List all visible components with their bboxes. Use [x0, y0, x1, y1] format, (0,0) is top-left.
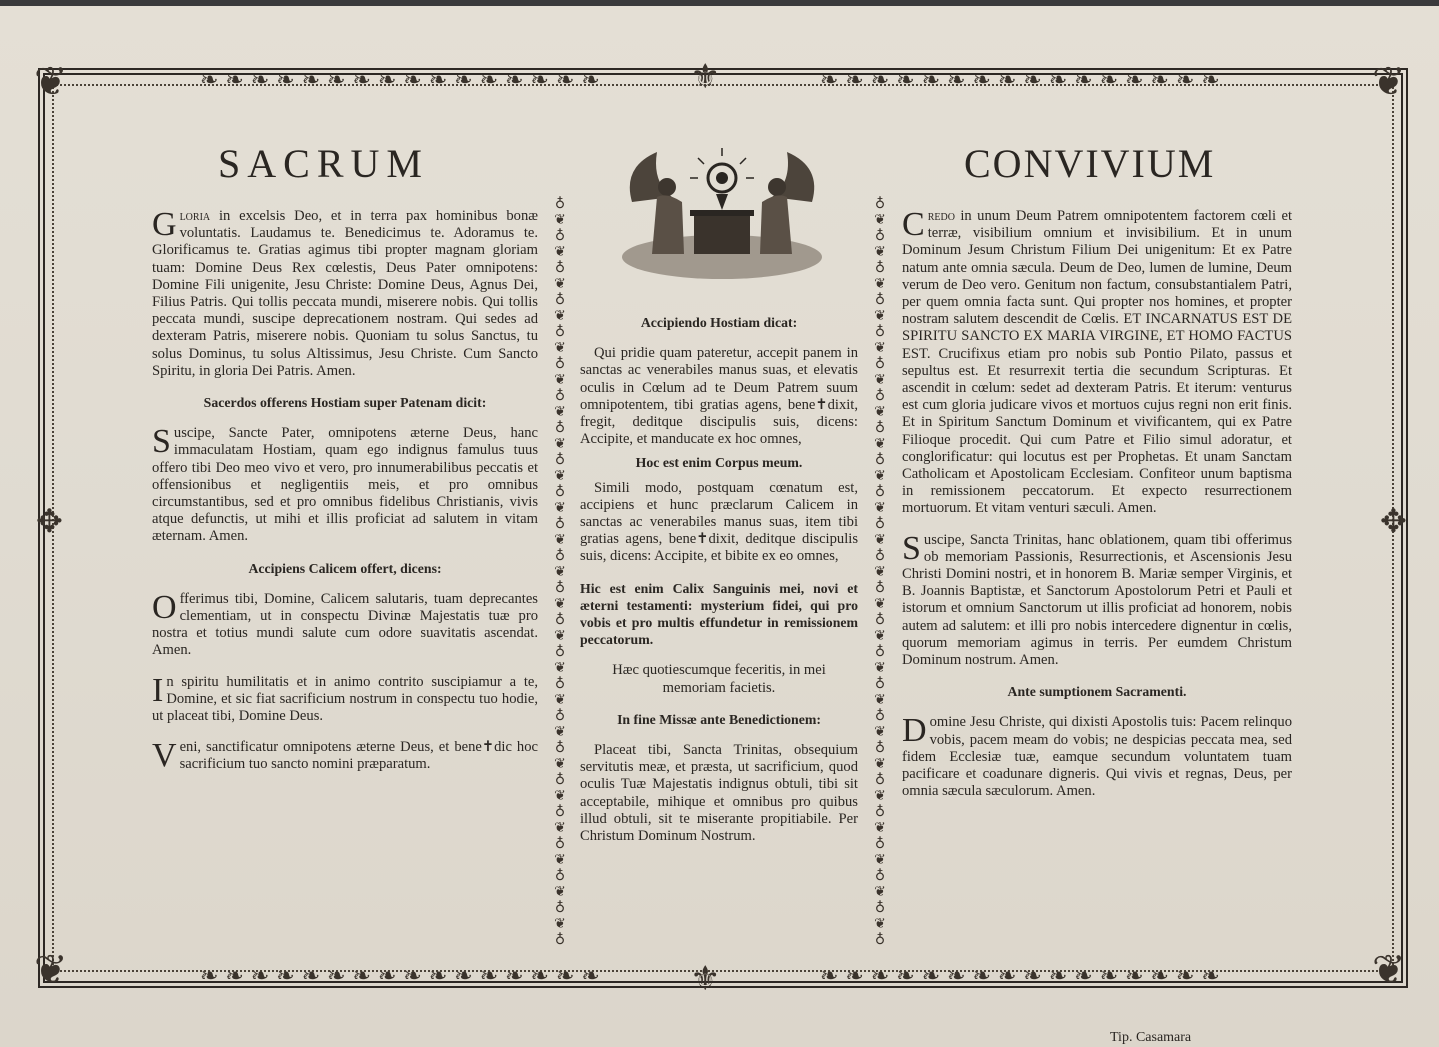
spiritu-text: n spiritu humilitatis et in animo contrito suscipiamur a te, Domine, et sic fiat sacrificium nostrum in conspectu tuo hodie, ut placeat tibi, Domine Deus. — [152, 673, 538, 725]
gloria-paragraph — [152, 208, 538, 380]
corner-ornament-top-right: ❦ — [1372, 59, 1406, 105]
suscipe-trinitas-text: uscipe, Sancta Trinitas, hanc oblationem, quam tibi offerimus ob memoriam Passionis, Resurrectionis, et Ascensionis Jesu Christi Domini nostri, et in honorem B. Mariæ semper Virginis, et B. Joannis Baptistæ, et Sanctorum Apostolorum Petri et Pauli et istorum et omnium Sanctorum ut illis proficiat ad honorem, nobis autem ad salutem: et illi pro nobis intercedere dignentur in cœlis, quorum memoriam agimus in terris. Per eumdem Christum Dominum nostrum. Amen. — [902, 531, 1292, 669]
drop-cap: V — [152, 737, 177, 775]
veni-paragraph — [152, 739, 538, 773]
column-divider-right: ♁ ❦ ♁ ❦ ♁ ❦ ♁ ❦ ♁ ❦ ♁ ❦ ♁ ❦ ♁ ❦ ♁ ❦ ♁ ❦ ♁ ❦ ♁ ❦ ♁ ❦ ♁ ❦ ♁ ❦ ♁ ❦ ♁ ❦ ♁ ❦ ♁ ❦ ♁ ❦ ♁ ❦ ♁ ❦ ♁ ❦ ♁ — [874, 196, 886, 948]
title-sacrum: SACRUM — [218, 141, 429, 186]
corner-ornament-top-left: ❦ — [34, 59, 68, 105]
credo-paragraph — [902, 208, 1292, 518]
heading-calicem: Accipiens Calicem offert, dicens: — [248, 560, 442, 576]
drop-cap: C — [902, 206, 925, 243]
column-divider-left: ♁ ❦ ♁ ❦ ♁ ❦ ♁ ❦ ♁ ❦ ♁ ❦ ♁ ❦ ♁ ❦ ♁ ❦ ♁ ❦ ♁ ❦ ♁ ❦ ♁ ❦ ♁ ❦ ♁ ❦ ♁ ❦ ♁ ❦ ♁ ❦ ♁ ❦ ♁ ❦ ♁ ❦ ♁ ❦ ♁ ❦ ♁ — [554, 196, 566, 948]
drop-cap: S — [152, 423, 171, 461]
veni-text: eni, sanctificatur omnipotens æterne Deus, et bene✝dic hoc sacrificium tuo sancto nomini præparatum. — [179, 739, 538, 773]
domine-text: omine Jesu Christe, qui dixisti Apostolis tuis: Pacem relinquo vobis, pacem meam do vobis; ne despicias peccata mea, sed fidem Ecclesiæ tuæ, eamque secundum voluntatem tuam pacificare et coadunare digneris. Qui vivis et regnas, Deus, per omnia sæcula sæculorum. Amen. — [902, 714, 1292, 800]
angels-chalice-vignette — [612, 142, 832, 282]
placeat-paragraph: Placeat tibi, Sancta Trinitas, obsequium servitutis meæ, et præsta, ut sacrificium, quod oculis Tuæ Majestatis indignus obtuli, tibi sit acceptabile, mihique et omnibus pro quibus illud obtuli, sit te miserante propitiabile. Per Christum Dominum Nostrum. — [580, 742, 858, 845]
left-column — [152, 208, 538, 788]
credo-text: in unum Deum Patrem omnipotentem factorem cœli et terræ, visibilium omnium et invisibilium. Et in unum Dominum Jesum Christum Filium Dei unigenitum: Et ex Patre natum ante omnia sæcula. Deum de Deo, lumen de lumine, Deum verum de Deo vero. Genitum non factum, consubstantialem Patri, per quem omnia facta sunt. Qui propter nos homines, et propter nostram salutem descendit de Cœlis. ET INCARNATUS EST DE SPIRITU SANCTO EX MARIA VIRGINE, ET HOMO FACTUS EST. Crucifixus etiam pro nobis sub Pontio Pilato, passus et sepultus est. Et resurrexit tertia die secundum Scripturas. Et ascendit in cœlum: sedet ad dexteram Patris. Et iterum: venturus est cum gloria judicare vivos et mortuos cujus regni non erit finis. Et in Spiritum Sanctum Dominum et vivificantem, qui ex Patre Filioque procedit. Qui cum Patre et Filio simul adoratur, et conglorificatur: qui locutus est per Prophetas. Et unam Sanctam Catholicam et Apostolicam Ecclesiam. Confiteor unum baptisma in remissionem peccatorum. Et expecto resurrectionem mortuorum. Et vitam venturi sæculi. Amen. — [902, 208, 1292, 517]
qui-pridie-paragraph: Qui pridie quam pateretur, accepit panem in sanctas ac venerabiles manus suas, et elevatis oculis in Cœlum ad te Deum Patrem suum omnipotentem, tibi gratias agens, bene✝dixit, fregit, deditque discipulis suis, dicens: Accipite, et manducate ex hoc omnes, — [580, 345, 858, 448]
scroll-ornament-bottom-right: ❧ ❧ ❧ ❧ ❧ ❧ ❧ ❧ ❧ ❧ ❧ ❧ ❧ ❧ ❧ ❧ — [820, 964, 1220, 989]
spiritu-paragraph — [152, 671, 538, 726]
hoc-est-corpus: Hoc est enim Corpus meum. — [635, 455, 803, 471]
simili-paragraph: Simili modo, postquam cœnatum est, accipiens et hunc præclarum Calicem in sanctas ac venerabiles manus suas, item tibi gratias agens, bene✝dixit, deditque discipulis suis, dicens: Accipite, et bibite ex eo omnes, — [580, 479, 858, 565]
drop-cap: I — [152, 671, 164, 709]
corner-ornament-bottom-right: ❦ — [1372, 947, 1406, 993]
suscipe-text: uscipe, Sancte Pater, omnipotens æterne Deus, hanc immaculatam Hostiam, quam ego indignus famulus tuus offero tibi Deo meo vivo et vero, pro innumerabilibus peccatis et offensionibus et negligentiis meis, et pro omnibus circumstantibus, sed et pro omnibus fidelibus Christianis, vivis atque defunctis, ut mihi et illis proficiat ad salutem in vitam æternam. Amen. — [152, 425, 538, 545]
domine-paragraph — [902, 714, 1292, 800]
suscipe-paragraph — [152, 425, 538, 545]
gloria-opening: loria — [179, 208, 211, 224]
offerimus-text: fferimus tibi, Domine, Calicem salutaris, tuam deprecantes clementiam, ut in conspectu Divinæ Majestatis tuæ pro nostra et totius mundi salute cum odore suavitatis ascendat. Amen. — [152, 590, 538, 659]
top-center-ornament: ⚜ — [690, 57, 721, 97]
bottom-center-ornament: ⚜ — [690, 959, 721, 999]
suscipe-trinitas-paragraph — [902, 529, 1292, 670]
left-center-ornament: ✥ — [36, 502, 63, 540]
haec-paragraph: Hæc quotiescumque feceritis, in mei memoriam facietis. — [612, 662, 826, 696]
heading-sacerdos: Sacerdos offerens Hostiam super Patenam dicit: — [203, 395, 487, 411]
drop-cap: O — [152, 588, 177, 626]
heading-hostiam: Accipiendo Hostiam dicat: — [640, 315, 798, 330]
heading-fine-missae: In fine Missæ ante Benedictionem: — [617, 711, 821, 727]
scroll-ornament-top-right: ❧ ❧ ❧ ❧ ❧ ❧ ❧ ❧ ❧ ❧ ❧ ❧ ❧ ❧ ❧ ❧ — [820, 68, 1220, 93]
right-column — [902, 208, 1292, 815]
offerimus-paragraph — [152, 588, 538, 660]
middle-column — [580, 308, 858, 859]
scroll-ornament-bottom-left: ❧ ❧ ❧ ❧ ❧ ❧ ❧ ❧ ❧ ❧ ❧ ❧ ❧ ❧ ❧ ❧ — [200, 964, 600, 989]
drop-cap: D — [902, 712, 927, 750]
credo-opening: redo — [927, 208, 955, 224]
drop-cap: G — [152, 206, 177, 243]
printer-imprint: Tip. Casamara — [1110, 1030, 1192, 1045]
heading-sumptionem: Ante sumptionem Sacramenti. — [1007, 684, 1187, 700]
hic-est-calix: Hic est enim Calix Sanguinis mei, novi et æterni testamenti: mysterium fidei, qui pro vobis et pro multis effundetur in remissionem peccatorum. — [580, 580, 858, 648]
title-convivium: CONVIVIUM — [964, 141, 1216, 186]
corner-ornament-bottom-left: ❦ — [34, 947, 68, 993]
right-center-ornament: ✥ — [1380, 502, 1407, 540]
gloria-text: in excelsis Deo, et in terra pax hominibus bonæ voluntatis. Laudamus te. Benedicimus te. Adoramus te. Glorificamus te. Gratias agimus tibi propter magnam gloriam tuam: Domine Deus Rex cœlestis, Deus Pater omnipotens: Domine Fili unigenite, Jesu Christe: Domine Deus, Agnus Dei, Filius Patris. Qui tollis peccata mundi, miserere nobis. Qui tollis peccata mundi, suscipe deprecationem nostram. Qui sedes ad dexteram Patris, miserere nobis. Quoniam tu solus Sanctus, tu solus Dominus, tu solus Altissimus, Jesu Christe. Cum Sancto Spiritu, in gloria Dei Patris. Amen. — [152, 208, 538, 379]
scroll-ornament-top-left: ❧ ❧ ❧ ❧ ❧ ❧ ❧ ❧ ❧ ❧ ❧ ❧ ❧ ❧ ❧ ❧ — [200, 68, 600, 93]
drop-cap: S — [902, 529, 921, 567]
